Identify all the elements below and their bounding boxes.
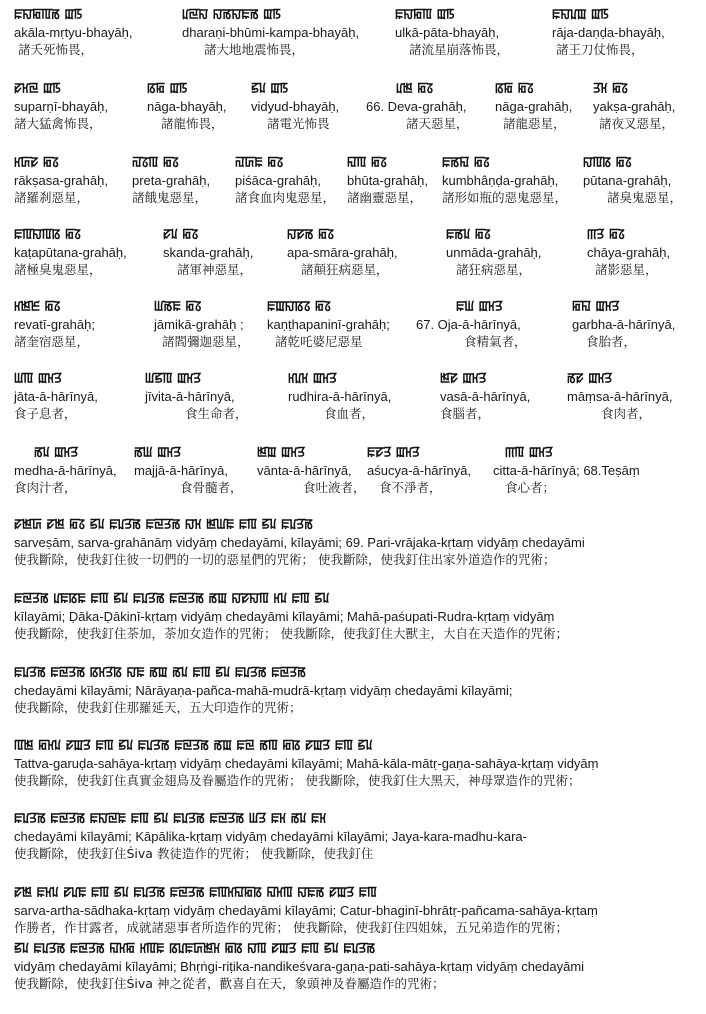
verse-cell: [347, 154, 428, 207]
siddham-script: ꡕꡄ ꡉꡘꡗ: [505, 445, 553, 460]
siddham-script: ꡆꡄ ꡉꡘꡗ: [14, 371, 62, 386]
chinese-translation: 諸狂病惡星，: [456, 262, 532, 277]
siddham-script: ꡀꡏꡎ ꡂꡞ: [442, 155, 490, 170]
chinese-translation: 諸龍怖畏，: [161, 116, 224, 131]
chinese-translation: 諸乾吒婆尼惡星: [275, 334, 363, 349]
verse-cell: [493, 444, 640, 497]
siddham-script: ꡌꡚꡀ ꡂꡞ: [235, 155, 284, 170]
transliteration: revatī-grahāḥ;: [14, 317, 95, 332]
chinese-translation: 食肉者，: [601, 406, 652, 421]
transliteration: nāga-grahāḥ,: [495, 99, 573, 114]
chinese-translation: 食精氣者，: [464, 334, 527, 349]
verse-cell: [14, 298, 95, 351]
chinese-translation: 諸天惡星，: [406, 116, 469, 131]
transliteration: vasā-ā-hārīnyā,: [440, 389, 531, 404]
chinese-translation: 使我斷除，使我釘住彼一切們的一切的惡星們的咒術； 使我斷除，使我釘住出家外道造作的咒術；: [14, 552, 556, 567]
chinese-translation: 諸龍惡星，: [503, 116, 566, 131]
transliteration: unmāda-grahāḥ,: [446, 245, 542, 260]
transliteration: yakṣa-grahāḥ,: [593, 99, 676, 114]
transliteration: 66. Deva-grahāḥ,: [366, 99, 467, 114]
siddham-script: ꡋꡂ ꡂꡞ: [495, 81, 534, 96]
chinese-translation: 諸形如瓶的惡鬼惡星，: [442, 190, 568, 205]
siddham-script: ꡍꡛꡏ ꡂꡞ: [287, 227, 335, 242]
verse-line-11: [14, 737, 599, 790]
siddham-script: ꡝꡊ ꡉꡑ: [251, 81, 289, 96]
verse-line-9: [14, 590, 568, 643]
siddham-script: ꡀꡛꡗ ꡉꡘꡗ: [367, 445, 420, 460]
siddham-script: ꡀꡊꡗꡏ ꡀꡙꡗꡏ ꡋꡘꡗꡋ ꡍꡀ ꡏꡉ ꡏꡊ ꡀꡄ ꡝꡊ ꡀꡊꡗꡏ ꡀꡙꡗꡏ: [14, 665, 307, 680]
verse-cell: [395, 6, 509, 59]
siddham-script: ꡎꡄ ꡂꡞ: [347, 155, 388, 170]
verse-cell: [14, 154, 108, 207]
verse-cell: [14, 6, 133, 59]
siddham-script: ꡀꡏꡊ ꡂꡞ: [446, 227, 491, 242]
siddham-script: ꡕꡗ ꡂꡞ: [587, 227, 625, 242]
transliteration: sarva-artha-sādhaka-kṛtaṃ vidyāṃ chedayāmi kīlayāmi; Catur-bhaginī-bhrātṛ-pañcama-sahāya-kṛtaṃ: [14, 903, 598, 918]
siddham-script: ꡛꡊ ꡂꡞ: [163, 227, 199, 242]
siddham-script: ꡏꡊ ꡉꡘꡗ: [34, 445, 79, 460]
transliteration: rudhira-ā-hārīnyā,: [288, 389, 392, 404]
verse-cell: [495, 80, 572, 133]
verse-line-14: [14, 940, 584, 993]
verse-cell: [163, 226, 253, 279]
verse-cell: [257, 444, 366, 497]
transliteration: chedayāmi kīlayāmi; Kāpālika-kṛtaṃ vidyāṃ chedayāmi kīlayāmi; Jaya-kara-madhu-kara-: [14, 829, 527, 844]
chinese-translation: 諸電光怖畏: [267, 116, 330, 131]
chinese-translation: 諸軍神惡星，: [177, 262, 253, 277]
siddham-script: ꡊꡙꡍ ꡍꡏꡍꡀꡏ ꡉꡑ: [182, 7, 282, 22]
transliteration: piśāca-grahāḥ,: [235, 173, 321, 188]
verse-line-10: [14, 664, 513, 717]
verse-cell: [587, 226, 670, 279]
chinese-translation: 食不淨者，: [379, 480, 442, 495]
chinese-translation: 諸大猛禽怖畏，: [14, 116, 102, 131]
verse-cell: [446, 226, 541, 279]
verse-cell: [552, 6, 665, 59]
chinese-translation: 諸羅刹惡星，: [14, 190, 90, 205]
transliteration: kīlayāmi; Ḍāka-Ḍākinī-kṛtaṃ vidyāṃ chedayāmi kīlayāmi; Mahā-paśupati-Rudra-kṛtaṃ vidyāṃ: [14, 609, 555, 624]
siddham-script: ꡓꡛ ꡉꡘꡗ: [440, 371, 487, 386]
chinese-translation: 諸食血肉鬼惡星，: [235, 190, 336, 205]
transliteration: medha-ā-hārīnyā,: [14, 463, 117, 478]
verse-line-12: [14, 810, 527, 863]
transliteration: dharaṇi-bhūmi-kampa-bhayāḥ,: [182, 25, 360, 40]
verse-cell: [287, 226, 398, 279]
verse-cell: [416, 298, 527, 351]
chinese-translation: 諸幽靈惡星，: [347, 190, 423, 205]
transliteration: apa-smāra-grahāḥ,: [287, 245, 398, 260]
siddham-script: ꡀꡉꡍꡋꡞ ꡂꡞ: [267, 299, 332, 314]
chinese-translation: 諸流星崩落怖畏，: [409, 42, 510, 57]
verse-cell: [154, 298, 250, 351]
transliteration: kumbhâṇḍa-grahāḥ,: [442, 173, 559, 188]
verse-cell: [593, 80, 675, 133]
transliteration: vidyāṃ chedayāmi kīlayāmi; Bhṛṅgi-riṭika-nandikeśvara-gaṇa-pati-sahāya-kṛtaṃ vidyāṃ chedayāmi: [14, 959, 585, 974]
transliteration: chāya-grahāḥ,: [587, 245, 671, 260]
verse-cell: [367, 444, 471, 497]
transliteration: vānta-ā-hārīnyā,: [257, 463, 352, 478]
verse-cell: [14, 444, 117, 497]
chinese-translation: 食腦者，: [440, 406, 491, 421]
siddham-script: ꡘꡊꡘ ꡉꡘꡗ: [288, 371, 337, 386]
siddham-script: ꡆꡏꡀ ꡂꡞ: [154, 299, 202, 314]
transliteration: ulkā-pāta-bhayāḥ,: [395, 25, 500, 40]
verse-cell: [440, 370, 530, 423]
siddham-script: ꡀꡆ ꡉꡘꡗ: [456, 299, 503, 314]
siddham-script: ꡀꡄꡍꡄꡋ ꡂꡞ: [14, 227, 82, 242]
siddham-script: ꡛꡘꡙ ꡉꡑ: [14, 81, 61, 96]
siddham-script: ꡂꡎ ꡉꡘꡗ: [572, 299, 620, 314]
transliteration: kaṇṭhapaninī-grahāḥ;: [267, 317, 390, 332]
chinese-translation: 使我斷除，使我釘住Śiva 教徒造作的咒術； 使我斷除，使我釘住: [14, 846, 374, 861]
siddham-script: ꡏꡆ ꡉꡘꡗ: [134, 445, 182, 460]
siddham-script: ꡏꡛ ꡉꡘꡗ: [567, 371, 613, 386]
chinese-translation: 諸夜叉惡星，: [599, 116, 675, 131]
verse-cell: [235, 154, 335, 207]
chinese-translation: 諸顛狂病惡星，: [301, 262, 389, 277]
chinese-translation: 食子息者，: [14, 406, 77, 421]
siddham-script: ꡀꡍꡊꡉ ꡉꡑ: [552, 7, 609, 22]
transliteration: jāta-ā-hārīnyā,: [14, 389, 98, 404]
verse-cell: [145, 370, 248, 423]
siddham-script: ꡛꡓꡚ ꡛꡓ ꡂꡞ ꡝꡊ ꡀꡊꡗꡏ ꡀꡙꡗꡏ ꡍꡘ ꡓꡆꡀ ꡀꡄ ꡝꡊ ꡀꡊꡗꡏ: [14, 517, 314, 532]
chinese-translation: 食胎者，: [586, 334, 637, 349]
transliteration: citta-ā-hārīnyā; 68.Teṣāṃ: [493, 463, 640, 478]
transliteration: akāla-mṛtyu-bhayāḥ,: [14, 25, 133, 40]
transliteration: jīvita-ā-hārīnyā,: [145, 389, 235, 404]
verse-line-13: [14, 884, 598, 937]
transliteration: chedayāmi kīlayāmi; Nārāyaṇa-pañca-mahā-mudrā-kṛtaṃ vidyāṃ chedayāmi kīlayāmi;: [14, 683, 513, 698]
siddham-script: ꡗꡘ ꡂꡞ: [593, 81, 629, 96]
chinese-translation: 諸臭鬼惡星，: [607, 190, 683, 205]
transliteration: suparṇī-bhayāḥ,: [14, 99, 108, 114]
siddham-script: ꡀꡙꡗꡏ ꡊꡀꡋꡀ ꡀꡄ ꡝꡊ ꡀꡊꡗꡏ ꡀꡙꡗꡏ ꡏꡉ ꡍꡛꡍꡄ ꡘꡊ ꡀꡄ ꡝꡊ: [14, 591, 330, 606]
verse-cell: [14, 226, 127, 279]
siddham-script: ꡀꡊꡗꡏ ꡀꡙꡗꡏ ꡀꡍꡙꡀ ꡀꡄ ꡝꡊ ꡀꡊꡗꡏ ꡀꡙꡗꡏ ꡆꡗ ꡀꡘ ꡏꡊ ꡀꡘ: [14, 811, 327, 826]
transliteration: sarveṣām, sarva-grahānāṃ vidyāṃ chedayāmi, kīlayāmi; 69. Pari-vrājaka-kṛtaṃ vidyāṃ chedayāmi: [14, 535, 585, 550]
verse-cell: [267, 298, 390, 351]
chinese-translation: 食心者；: [505, 480, 556, 495]
siddham-script: ꡌꡞꡄ ꡂꡞ: [132, 155, 179, 170]
siddham-script: ꡘꡓꡈ ꡂꡞ: [14, 299, 61, 314]
transliteration: vidyud-bhayāḥ,: [251, 99, 340, 114]
chinese-translation: 諸閻彌迦惡星，: [162, 334, 250, 349]
siddham-script: ꡀꡍꡂꡄ ꡉꡑ: [395, 7, 455, 22]
transliteration: aśucya-ā-hārīnyā,: [367, 463, 472, 478]
chinese-translation: 食骨髓者，: [180, 480, 243, 495]
chinese-translation: 諸奎宿惡星，: [14, 334, 90, 349]
verse-cell: [251, 80, 339, 133]
transliteration: pūtana-grahāḥ,: [583, 173, 672, 188]
transliteration: garbha-ā-hārīnyā,: [572, 317, 676, 332]
verse-cell: [134, 444, 243, 497]
verse-cell: [132, 154, 210, 207]
chinese-translation: 使我斷除，使我釘住那羅延天，五大印造作的咒術；: [14, 700, 302, 715]
chinese-translation: 食血者，: [324, 406, 375, 421]
siddham-script: ꡍꡄꡋ ꡂꡞ: [583, 155, 632, 170]
siddham-script: ꡘꡚꡛ ꡂꡞ: [14, 155, 59, 170]
chinese-translation: 食肉汁者，: [14, 480, 77, 495]
transliteration: bhūta-grahāḥ,: [347, 173, 428, 188]
verse-cell: [182, 6, 359, 59]
transliteration: kaṭapūtana-grahāḥ,: [14, 245, 127, 260]
transliteration: māṃsa-ā-hārīnyā,: [567, 389, 673, 404]
siddham-script: ꡛꡓ ꡀꡘꡊ ꡛꡊꡀ ꡀꡄ ꡝꡊ ꡀꡊꡗꡏ ꡀꡙꡗꡏ ꡀꡄꡘꡎꡂꡋ ꡎꡘꡄ ꡍꡀꡏ ꡛꡉꡗ ꡀꡄ: [14, 885, 378, 900]
chinese-translation: 食生命者，: [185, 406, 248, 421]
siddham-script: ꡆꡝꡄ ꡉꡘꡗ: [145, 371, 202, 386]
transliteration: 67. Oja-ā-hārīnyā,: [416, 317, 521, 332]
transliteration: skanda-grahāḥ,: [163, 245, 254, 260]
transliteration: rākṣasa-grahāḥ,: [14, 173, 108, 188]
transliteration: rāja-daṇḍa-bhayāḥ,: [552, 25, 665, 40]
verse-line-8: [14, 516, 585, 569]
verse-cell: [366, 80, 469, 133]
verse-cell: [14, 370, 98, 423]
chinese-translation: 諸極臭鬼惡星，: [14, 262, 102, 277]
chinese-translation: 諸王刀仗怖畏，: [556, 42, 644, 57]
verse-cell: [567, 370, 672, 423]
verse-cell: [14, 80, 108, 133]
transliteration: preta-grahāḥ,: [132, 173, 211, 188]
transliteration: Tattva-garuḍa-sahāya-kṛtaṃ vidyāṃ chedayāmi kīlayāmi; Mahā-kāla-mātṛ-gaṇa-sahāya-kṛtaṃ vidyāṃ: [14, 756, 599, 771]
siddham-script: ꡓꡉ ꡉꡘꡗ: [257, 445, 306, 460]
verse-cell: [572, 298, 675, 351]
chinese-translation: 諸餓鬼惡星，: [132, 190, 208, 205]
siddham-script: ꡄꡓ ꡂꡘꡊ ꡛꡉꡗ ꡀꡄ ꡝꡊ ꡀꡊꡗꡏ ꡀꡙꡗꡏ ꡏꡉ ꡀꡙ ꡏꡄ ꡂꡋ ꡛꡉꡗ ꡀꡄ ꡝꡊ: [14, 738, 373, 753]
chinese-translation: 諸影惡星，: [595, 262, 658, 277]
chinese-translation: 使我斷除，使我釘住真實金翅鳥及眷屬造作的咒術； 使我斷除，使我釘住大黑天，神母眾造作的咒術；: [14, 773, 581, 788]
siddham-script: ꡋꡂ ꡉꡑ: [147, 81, 188, 96]
chinese-translation: 諸大地地震怖畏，: [204, 42, 305, 57]
siddham-script: ꡀꡍꡂꡄꡏ ꡉꡑ: [14, 7, 83, 22]
verse-cell: [583, 154, 682, 207]
transliteration: nāga-bhayāḥ,: [147, 99, 227, 114]
chinese-translation: 使我斷除，使我釘住荼加，荼加女造作的咒術； 使我斷除，使我釘住大獸主，大自在天造作的咒術；: [14, 626, 568, 641]
transliteration: majjā-ā-hārīnyā,: [134, 463, 228, 478]
chinese-translation: 使我斷除，使我釘住Śiva 神之從者，歡喜自在天，象頭神及眷屬造作的咒術；: [14, 976, 445, 991]
chinese-translation: 諸夭死怖畏，: [18, 42, 94, 57]
siddham-script: ꡝꡊ ꡀꡊꡗꡏ ꡀꡙꡗꡏ ꡎꡘꡂ ꡘꡄꡀ ꡋꡊꡀꡚꡓꡘ ꡂꡋ ꡍꡄ ꡛꡉꡗ ꡀꡄ ꡝꡊ ꡀꡊꡗꡏ: [14, 941, 376, 956]
chinese-translation: 食吐液者，: [303, 480, 366, 495]
transliteration: jāmikā-grahāḥ ;: [154, 317, 244, 332]
siddham-script: ꡊꡓ ꡂꡞ: [396, 81, 434, 96]
verse-cell: [442, 154, 567, 207]
chinese-translation: 作勝者，作甘露者，成就諸惡事者所造作的咒術； 使我斷除，使我釘住四姐妹，五兄弟造作的咒術；: [14, 920, 568, 935]
verse-cell: [288, 370, 391, 423]
verse-cell: [147, 80, 227, 133]
